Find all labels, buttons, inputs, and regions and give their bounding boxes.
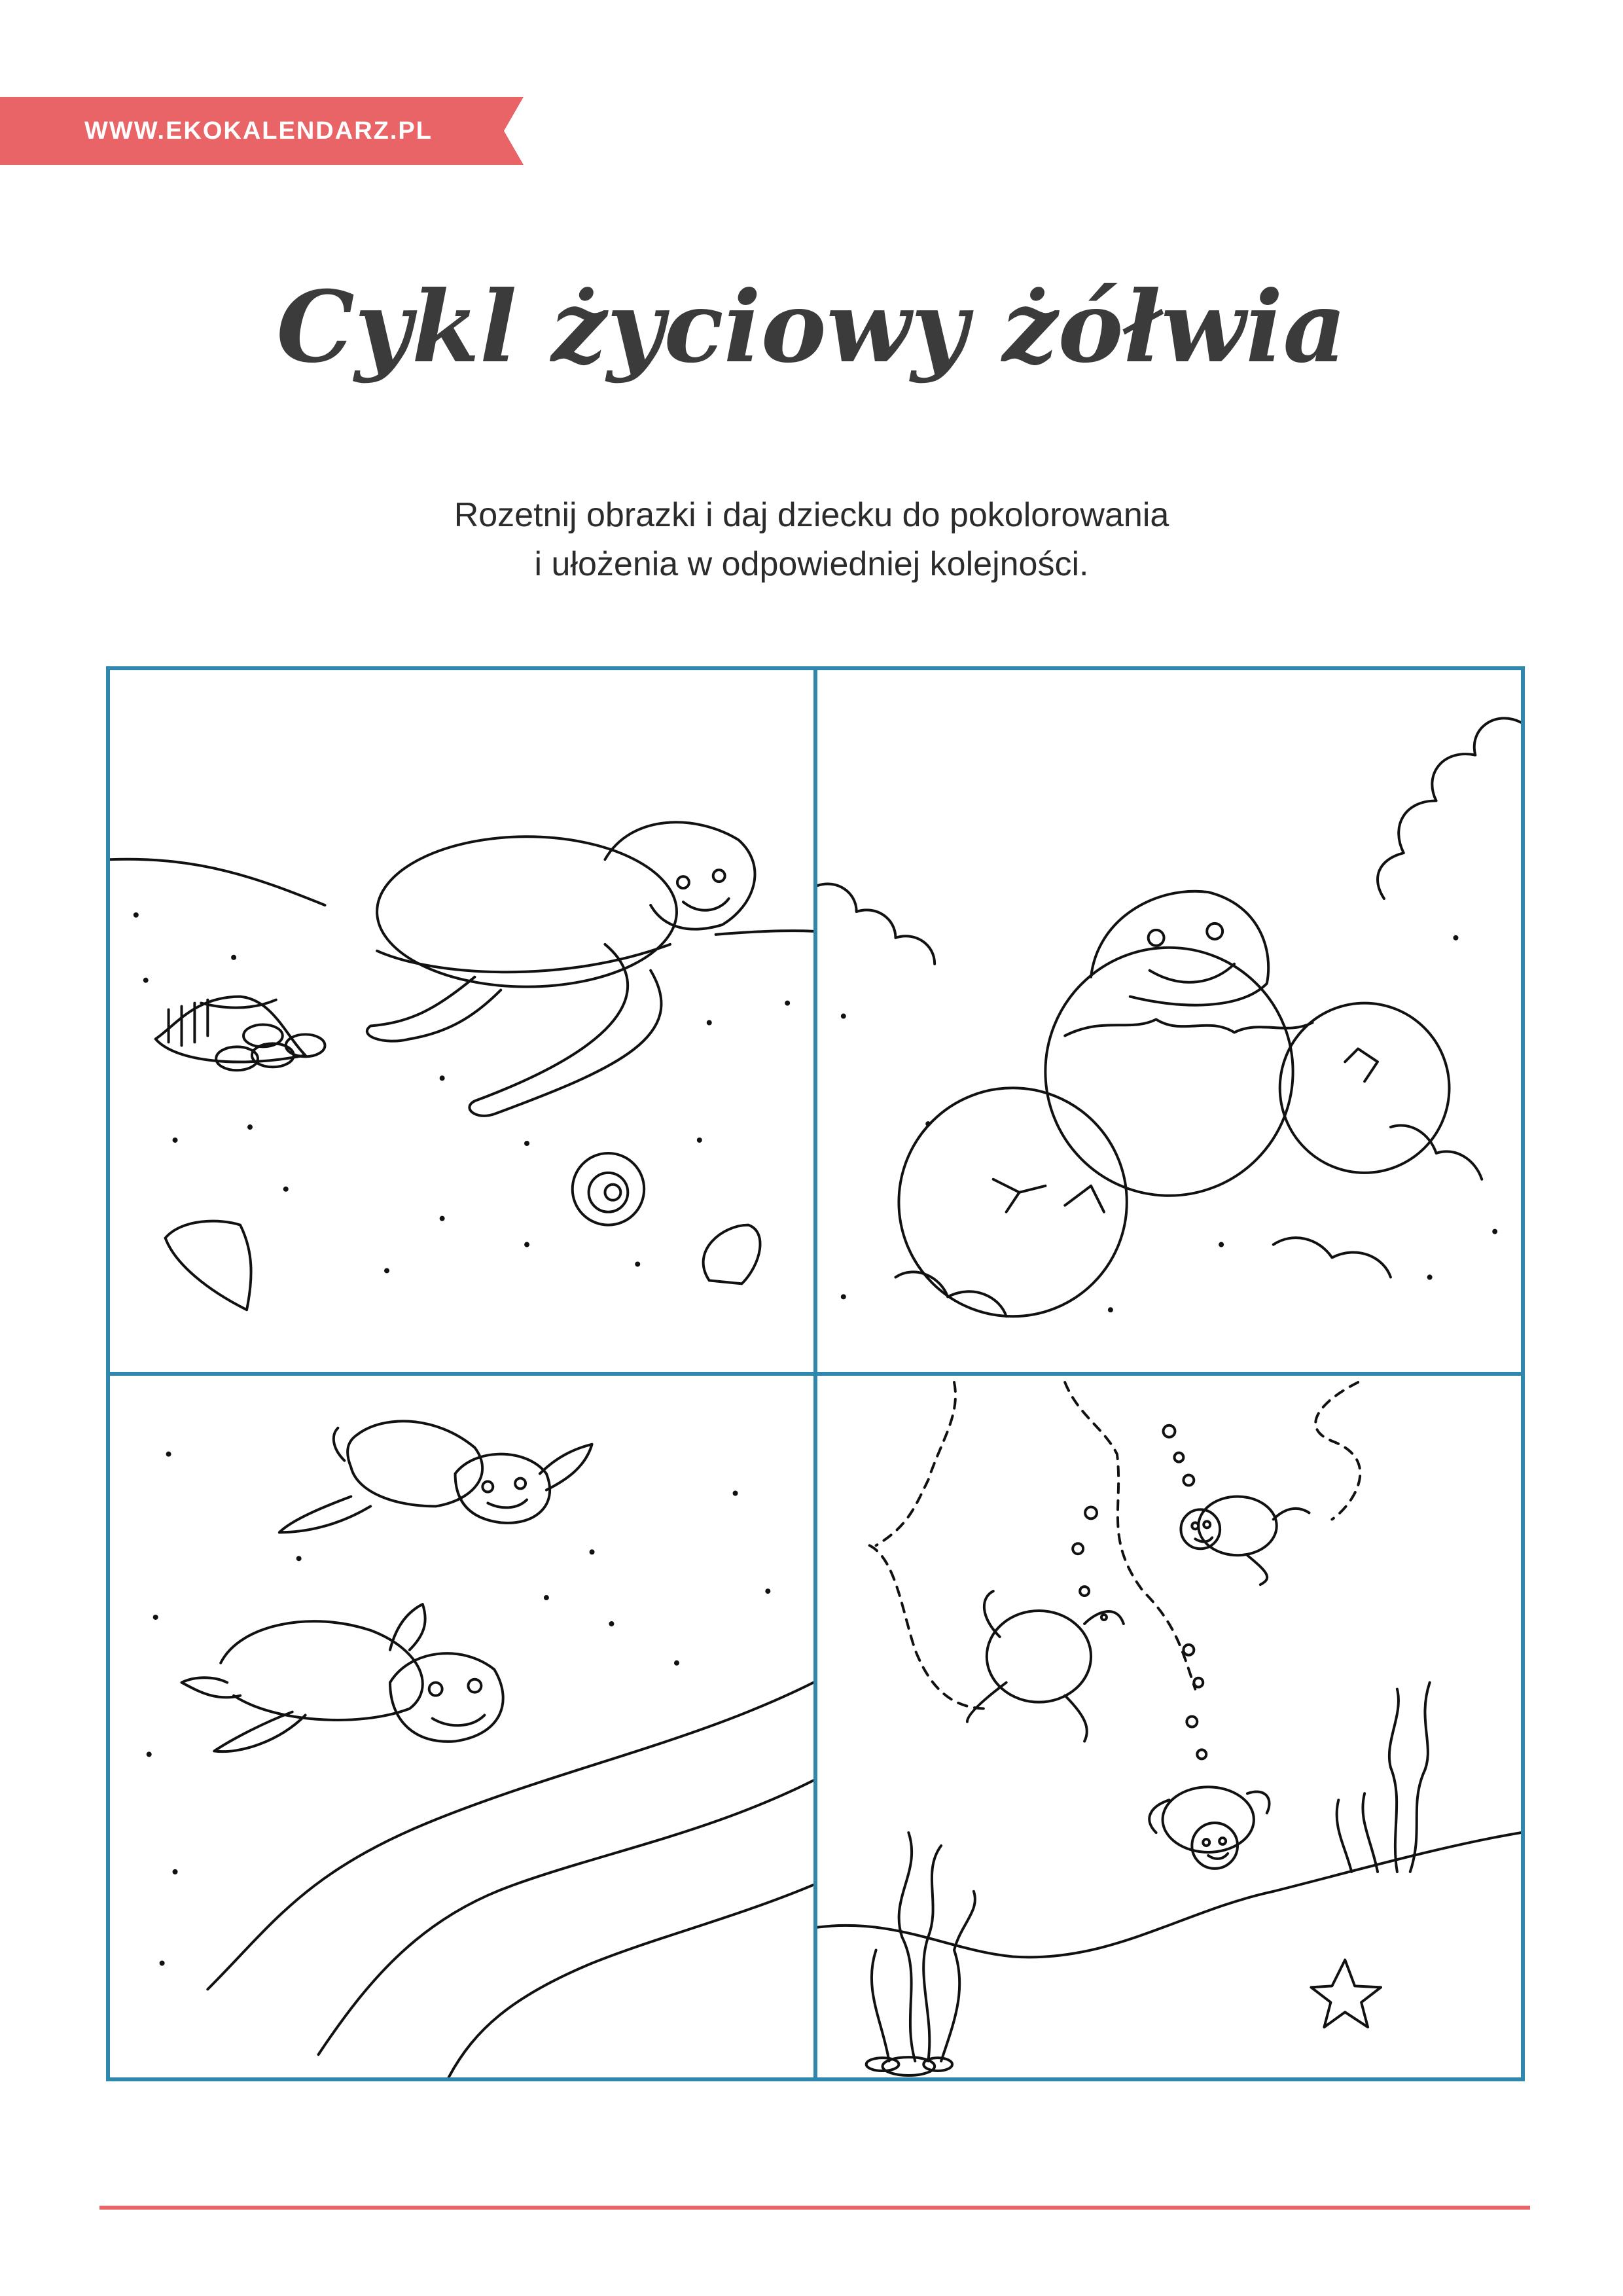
panel-turtles-to-sea bbox=[110, 1374, 815, 2077]
panel-turtles-underwater bbox=[815, 1374, 1521, 2077]
instructions-text bbox=[0, 491, 1623, 590]
illustration-grid bbox=[106, 666, 1525, 2081]
turtle-laying-eggs-illustration bbox=[110, 670, 813, 1372]
baby-turtles-to-sea-illustration bbox=[110, 1376, 813, 2077]
website-banner[interactable] bbox=[0, 97, 524, 165]
instructions-line-1: Rozetnij obrazki i daj dziecku do pokolorowania bbox=[454, 496, 1169, 534]
instructions-line-2: i ułożenia w odpowiedniej kolejności. bbox=[534, 545, 1089, 584]
hatching-turtle-illustration bbox=[817, 670, 1521, 1372]
footer-divider bbox=[99, 2206, 1530, 2210]
turtles-swimming-underwater-illustration bbox=[817, 1376, 1521, 2077]
website-url[interactable]: WWW.EKOKALENDARZ.PL bbox=[84, 117, 433, 145]
page-title: Cykl życiowy żółwia bbox=[276, 270, 1347, 385]
panel-turtle-hatching bbox=[815, 670, 1521, 1374]
panel-turtle-laying-eggs bbox=[110, 670, 815, 1374]
